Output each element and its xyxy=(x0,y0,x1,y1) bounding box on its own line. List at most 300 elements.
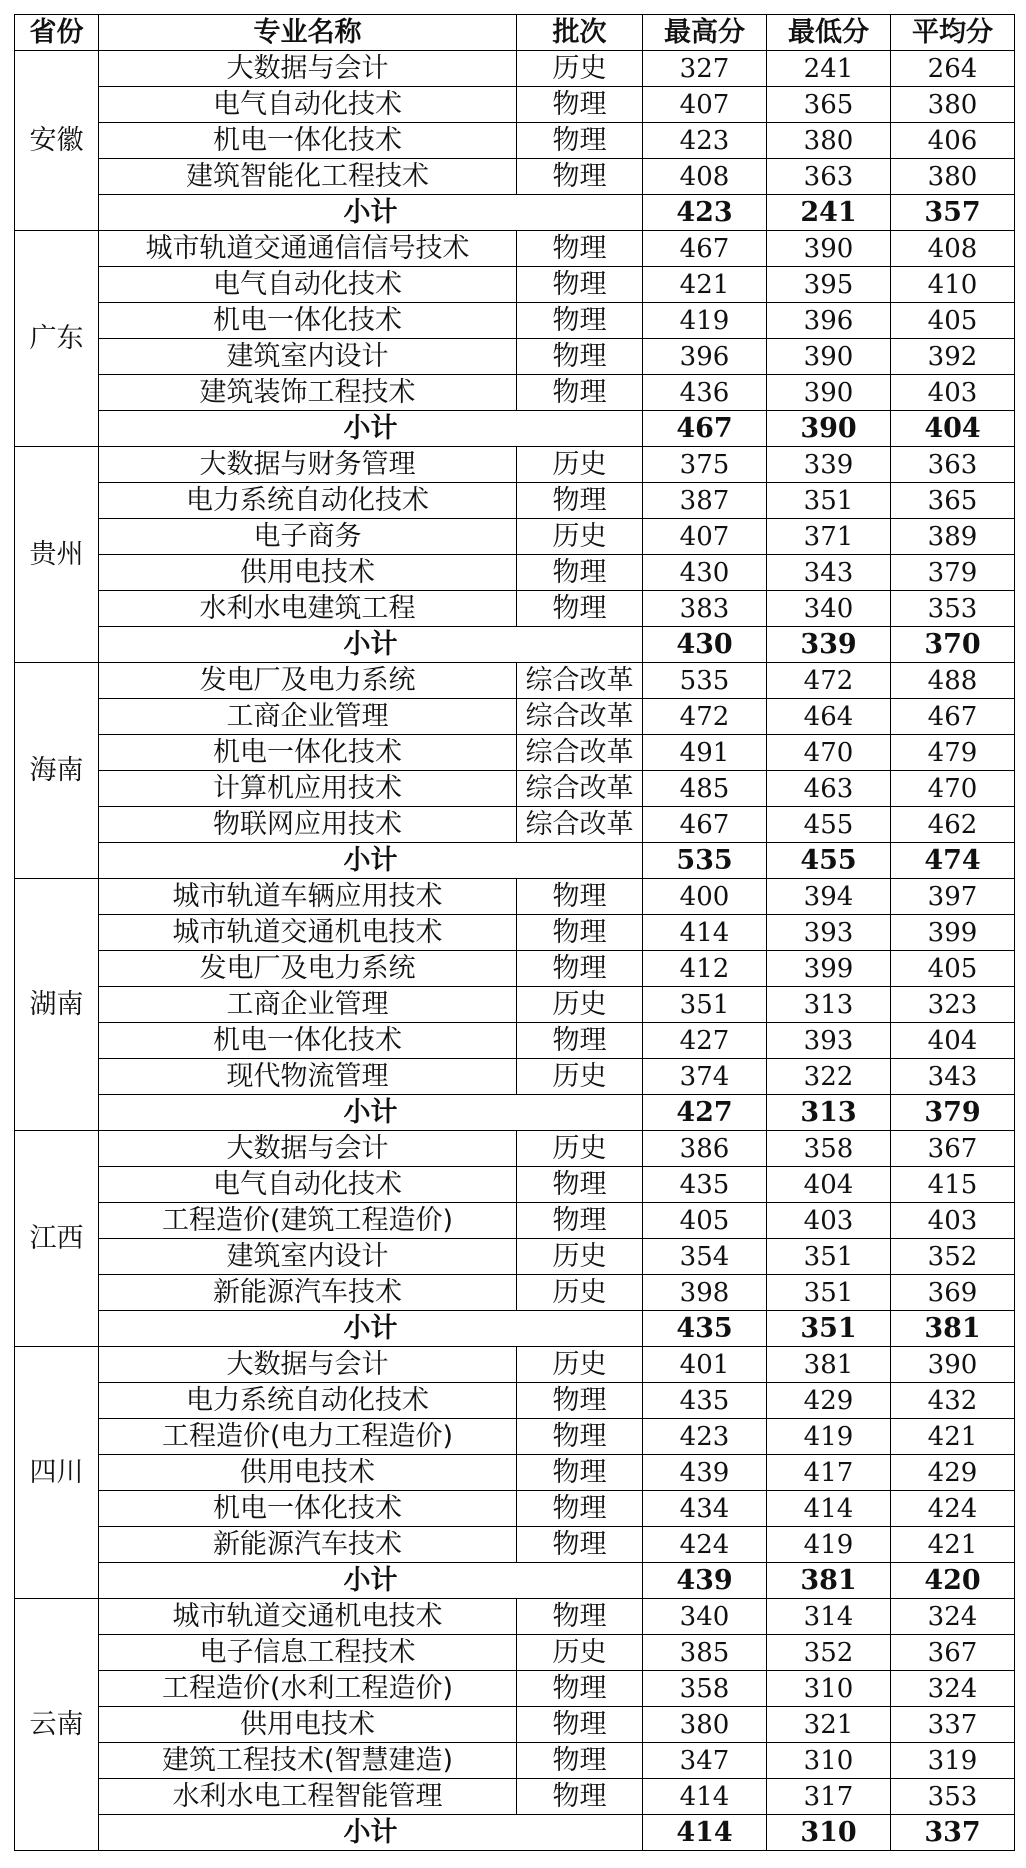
table-row xyxy=(15,1671,1015,1707)
avg-score-cell: 363 xyxy=(891,447,1015,483)
province-cell: 贵州 xyxy=(15,447,99,663)
province-cell: 云南 xyxy=(15,1599,99,1851)
table-body xyxy=(15,51,1015,1851)
major-name-cell: 水利水电建筑工程 xyxy=(99,591,517,627)
table-row xyxy=(15,591,1015,627)
batch-cell: 物理 xyxy=(517,1023,643,1059)
table-row xyxy=(15,123,1015,159)
table-row xyxy=(15,1239,1015,1275)
subtotal-min-score: 381 xyxy=(767,1563,891,1599)
avg-score-cell: 392 xyxy=(891,339,1015,375)
major-name-cell: 工商企业管理 xyxy=(99,987,517,1023)
province-cell: 江西 xyxy=(15,1131,99,1347)
avg-score-cell: 380 xyxy=(891,87,1015,123)
avg-score-cell: 389 xyxy=(891,519,1015,555)
min-score-cell: 321 xyxy=(767,1707,891,1743)
max-score-cell: 434 xyxy=(643,1491,767,1527)
major-name-cell: 物联网应用技术 xyxy=(99,807,517,843)
batch-cell: 物理 xyxy=(517,555,643,591)
major-name-cell: 机电一体化技术 xyxy=(99,735,517,771)
subtotal-max-score: 467 xyxy=(643,411,767,447)
avg-score-cell: 424 xyxy=(891,1491,1015,1527)
batch-cell: 综合改革 xyxy=(517,699,643,735)
avg-score-cell: 353 xyxy=(891,1779,1015,1815)
min-score-cell: 429 xyxy=(767,1383,891,1419)
subtotal-label: 小计 xyxy=(99,1311,643,1347)
max-score-cell: 535 xyxy=(643,663,767,699)
avg-score-cell: 390 xyxy=(891,1347,1015,1383)
table-row xyxy=(15,807,1015,843)
min-score-cell: 351 xyxy=(767,1275,891,1311)
subtotal-label: 小计 xyxy=(99,843,643,879)
subtotal-label: 小计 xyxy=(99,627,643,663)
avg-score-cell: 410 xyxy=(891,267,1015,303)
subtotal-label: 小计 xyxy=(99,195,643,231)
major-name-cell: 机电一体化技术 xyxy=(99,1491,517,1527)
table-row xyxy=(15,771,1015,807)
major-name-cell: 计算机应用技术 xyxy=(99,771,517,807)
max-score-cell: 387 xyxy=(643,483,767,519)
major-name-cell: 建筑室内设计 xyxy=(99,339,517,375)
table-row xyxy=(15,267,1015,303)
avg-score-cell: 462 xyxy=(891,807,1015,843)
batch-cell: 历史 xyxy=(517,1635,643,1671)
min-score-cell: 390 xyxy=(767,231,891,267)
subtotal-label: 小计 xyxy=(99,1095,643,1131)
table-row xyxy=(15,519,1015,555)
min-score-cell: 417 xyxy=(767,1455,891,1491)
table-row xyxy=(15,1203,1015,1239)
table-row xyxy=(15,555,1015,591)
max-score-cell: 427 xyxy=(643,1023,767,1059)
avg-score-cell: 488 xyxy=(891,663,1015,699)
min-score-cell: 419 xyxy=(767,1527,891,1563)
max-score-cell: 401 xyxy=(643,1347,767,1383)
max-score-cell: 424 xyxy=(643,1527,767,1563)
avg-score-cell: 421 xyxy=(891,1527,1015,1563)
table-row xyxy=(15,915,1015,951)
table-row xyxy=(15,1455,1015,1491)
avg-score-cell: 323 xyxy=(891,987,1015,1023)
table-row xyxy=(15,1599,1015,1635)
header-avg-score: 平均分 xyxy=(891,15,1015,51)
table-row xyxy=(15,1347,1015,1383)
min-score-cell: 393 xyxy=(767,915,891,951)
table-row xyxy=(15,951,1015,987)
table-row xyxy=(15,87,1015,123)
major-name-cell: 新能源汽车技术 xyxy=(99,1275,517,1311)
batch-cell: 历史 xyxy=(517,51,643,87)
max-score-cell: 407 xyxy=(643,87,767,123)
batch-cell: 物理 xyxy=(517,1167,643,1203)
subtotal-min-score: 310 xyxy=(767,1815,891,1851)
table-row xyxy=(15,447,1015,483)
max-score-cell: 383 xyxy=(643,591,767,627)
min-score-cell: 464 xyxy=(767,699,891,735)
subtotal-row xyxy=(15,1095,1015,1131)
batch-cell: 综合改革 xyxy=(517,771,643,807)
min-score-cell: 390 xyxy=(767,339,891,375)
subtotal-max-score: 427 xyxy=(643,1095,767,1131)
subtotal-row xyxy=(15,1563,1015,1599)
major-name-cell: 水利水电工程智能管理 xyxy=(99,1779,517,1815)
min-score-cell: 419 xyxy=(767,1419,891,1455)
max-score-cell: 351 xyxy=(643,987,767,1023)
table-row xyxy=(15,339,1015,375)
avg-score-cell: 353 xyxy=(891,591,1015,627)
min-score-cell: 380 xyxy=(767,123,891,159)
subtotal-min-score: 313 xyxy=(767,1095,891,1131)
max-score-cell: 421 xyxy=(643,267,767,303)
table-row xyxy=(15,663,1015,699)
table-row xyxy=(15,1491,1015,1527)
major-name-cell: 工程造价(建筑工程造价) xyxy=(99,1203,517,1239)
max-score-cell: 423 xyxy=(643,123,767,159)
avg-score-cell: 380 xyxy=(891,159,1015,195)
avg-score-cell: 470 xyxy=(891,771,1015,807)
major-name-cell: 新能源汽车技术 xyxy=(99,1527,517,1563)
batch-cell: 历史 xyxy=(517,987,643,1023)
major-name-cell: 工商企业管理 xyxy=(99,699,517,735)
major-name-cell: 电气自动化技术 xyxy=(99,267,517,303)
batch-cell: 物理 xyxy=(517,159,643,195)
score-table xyxy=(14,14,1015,1851)
max-score-cell: 491 xyxy=(643,735,767,771)
avg-score-cell: 429 xyxy=(891,1455,1015,1491)
max-score-cell: 414 xyxy=(643,1779,767,1815)
max-score-cell: 430 xyxy=(643,555,767,591)
major-name-cell: 电子信息工程技术 xyxy=(99,1635,517,1671)
major-name-cell: 电力系统自动化技术 xyxy=(99,1383,517,1419)
avg-score-cell: 467 xyxy=(891,699,1015,735)
major-name-cell: 供用电技术 xyxy=(99,1707,517,1743)
table-row xyxy=(15,1635,1015,1671)
subtotal-min-score: 241 xyxy=(767,195,891,231)
max-score-cell: 467 xyxy=(643,231,767,267)
max-score-cell: 375 xyxy=(643,447,767,483)
avg-score-cell: 324 xyxy=(891,1599,1015,1635)
table-row xyxy=(15,375,1015,411)
min-score-cell: 322 xyxy=(767,1059,891,1095)
major-name-cell: 城市轨道交通机电技术 xyxy=(99,915,517,951)
min-score-cell: 463 xyxy=(767,771,891,807)
batch-cell: 物理 xyxy=(517,231,643,267)
max-score-cell: 439 xyxy=(643,1455,767,1491)
batch-cell: 物理 xyxy=(517,951,643,987)
batch-cell: 历史 xyxy=(517,1239,643,1275)
max-score-cell: 436 xyxy=(643,375,767,411)
batch-cell: 物理 xyxy=(517,1383,643,1419)
major-name-cell: 供用电技术 xyxy=(99,555,517,591)
table-row xyxy=(15,483,1015,519)
max-score-cell: 354 xyxy=(643,1239,767,1275)
batch-cell: 物理 xyxy=(517,1743,643,1779)
subtotal-row xyxy=(15,1311,1015,1347)
min-score-cell: 472 xyxy=(767,663,891,699)
major-name-cell: 建筑工程技术(智慧建造) xyxy=(99,1743,517,1779)
major-name-cell: 城市轨道车辆应用技术 xyxy=(99,879,517,915)
min-score-cell: 339 xyxy=(767,447,891,483)
max-score-cell: 398 xyxy=(643,1275,767,1311)
header-min-score: 最低分 xyxy=(767,15,891,51)
batch-cell: 物理 xyxy=(517,1419,643,1455)
table-row xyxy=(15,1743,1015,1779)
avg-score-cell: 405 xyxy=(891,303,1015,339)
batch-cell: 物理 xyxy=(517,1491,643,1527)
subtotal-avg-score: 381 xyxy=(891,1311,1015,1347)
header-max-score: 最高分 xyxy=(643,15,767,51)
province-cell: 安徽 xyxy=(15,51,99,231)
major-name-cell: 发电厂及电力系统 xyxy=(99,951,517,987)
batch-cell: 物理 xyxy=(517,267,643,303)
subtotal-max-score: 439 xyxy=(643,1563,767,1599)
subtotal-min-score: 351 xyxy=(767,1311,891,1347)
batch-cell: 综合改革 xyxy=(517,735,643,771)
max-score-cell: 358 xyxy=(643,1671,767,1707)
major-name-cell: 机电一体化技术 xyxy=(99,303,517,339)
batch-cell: 物理 xyxy=(517,591,643,627)
batch-cell: 物理 xyxy=(517,87,643,123)
avg-score-cell: 367 xyxy=(891,1131,1015,1167)
batch-cell: 综合改革 xyxy=(517,807,643,843)
avg-score-cell: 406 xyxy=(891,123,1015,159)
subtotal-max-score: 435 xyxy=(643,1311,767,1347)
table-row xyxy=(15,1383,1015,1419)
max-score-cell: 423 xyxy=(643,1419,767,1455)
min-score-cell: 340 xyxy=(767,591,891,627)
major-name-cell: 电气自动化技术 xyxy=(99,87,517,123)
batch-cell: 物理 xyxy=(517,1779,643,1815)
batch-cell: 历史 xyxy=(517,447,643,483)
avg-score-cell: 352 xyxy=(891,1239,1015,1275)
subtotal-avg-score: 370 xyxy=(891,627,1015,663)
major-name-cell: 工程造价(电力工程造价) xyxy=(99,1419,517,1455)
avg-score-cell: 421 xyxy=(891,1419,1015,1455)
header-batch: 批次 xyxy=(517,15,643,51)
max-score-cell: 467 xyxy=(643,807,767,843)
max-score-cell: 405 xyxy=(643,1203,767,1239)
subtotal-row xyxy=(15,411,1015,447)
min-score-cell: 470 xyxy=(767,735,891,771)
batch-cell: 历史 xyxy=(517,1131,643,1167)
major-name-cell: 电力系统自动化技术 xyxy=(99,483,517,519)
min-score-cell: 365 xyxy=(767,87,891,123)
major-name-cell: 大数据与财务管理 xyxy=(99,447,517,483)
max-score-cell: 386 xyxy=(643,1131,767,1167)
major-name-cell: 电气自动化技术 xyxy=(99,1167,517,1203)
avg-score-cell: 319 xyxy=(891,1743,1015,1779)
major-name-cell: 现代物流管理 xyxy=(99,1059,517,1095)
avg-score-cell: 408 xyxy=(891,231,1015,267)
min-score-cell: 393 xyxy=(767,1023,891,1059)
min-score-cell: 396 xyxy=(767,303,891,339)
table-row xyxy=(15,159,1015,195)
subtotal-label: 小计 xyxy=(99,411,643,447)
max-score-cell: 472 xyxy=(643,699,767,735)
min-score-cell: 395 xyxy=(767,267,891,303)
table-row xyxy=(15,1131,1015,1167)
batch-cell: 物理 xyxy=(517,879,643,915)
table-row xyxy=(15,1419,1015,1455)
subtotal-avg-score: 379 xyxy=(891,1095,1015,1131)
min-score-cell: 414 xyxy=(767,1491,891,1527)
subtotal-avg-score: 357 xyxy=(891,195,1015,231)
min-score-cell: 351 xyxy=(767,483,891,519)
batch-cell: 历史 xyxy=(517,519,643,555)
major-name-cell: 大数据与会计 xyxy=(99,51,517,87)
min-score-cell: 313 xyxy=(767,987,891,1023)
avg-score-cell: 324 xyxy=(891,1671,1015,1707)
avg-score-cell: 405 xyxy=(891,951,1015,987)
subtotal-min-score: 339 xyxy=(767,627,891,663)
max-score-cell: 374 xyxy=(643,1059,767,1095)
table-row xyxy=(15,231,1015,267)
min-score-cell: 343 xyxy=(767,555,891,591)
province-cell: 海南 xyxy=(15,663,99,879)
major-name-cell: 机电一体化技术 xyxy=(99,123,517,159)
min-score-cell: 371 xyxy=(767,519,891,555)
max-score-cell: 408 xyxy=(643,159,767,195)
avg-score-cell: 369 xyxy=(891,1275,1015,1311)
subtotal-avg-score: 404 xyxy=(891,411,1015,447)
min-score-cell: 394 xyxy=(767,879,891,915)
avg-score-cell: 397 xyxy=(891,879,1015,915)
batch-cell: 物理 xyxy=(517,915,643,951)
major-name-cell: 建筑智能化工程技术 xyxy=(99,159,517,195)
max-score-cell: 412 xyxy=(643,951,767,987)
min-score-cell: 241 xyxy=(767,51,891,87)
major-name-cell: 建筑装饰工程技术 xyxy=(99,375,517,411)
province-cell: 湖南 xyxy=(15,879,99,1131)
avg-score-cell: 379 xyxy=(891,555,1015,591)
max-score-cell: 435 xyxy=(643,1383,767,1419)
subtotal-row xyxy=(15,1815,1015,1851)
subtotal-row xyxy=(15,843,1015,879)
province-cell: 广东 xyxy=(15,231,99,447)
max-score-cell: 435 xyxy=(643,1167,767,1203)
min-score-cell: 455 xyxy=(767,807,891,843)
min-score-cell: 358 xyxy=(767,1131,891,1167)
batch-cell: 物理 xyxy=(517,1527,643,1563)
batch-cell: 历史 xyxy=(517,1059,643,1095)
batch-cell: 物理 xyxy=(517,1455,643,1491)
subtotal-row xyxy=(15,627,1015,663)
subtotal-min-score: 455 xyxy=(767,843,891,879)
table-row xyxy=(15,1779,1015,1815)
table-row xyxy=(15,699,1015,735)
subtotal-max-score: 423 xyxy=(643,195,767,231)
avg-score-cell: 367 xyxy=(891,1635,1015,1671)
avg-score-cell: 264 xyxy=(891,51,1015,87)
avg-score-cell: 403 xyxy=(891,1203,1015,1239)
major-name-cell: 发电厂及电力系统 xyxy=(99,663,517,699)
max-score-cell: 327 xyxy=(643,51,767,87)
batch-cell: 物理 xyxy=(517,483,643,519)
max-score-cell: 347 xyxy=(643,1743,767,1779)
major-name-cell: 电子商务 xyxy=(99,519,517,555)
table-row xyxy=(15,1707,1015,1743)
avg-score-cell: 479 xyxy=(891,735,1015,771)
avg-score-cell: 404 xyxy=(891,1023,1015,1059)
subtotal-avg-score: 337 xyxy=(891,1815,1015,1851)
subtotal-max-score: 414 xyxy=(643,1815,767,1851)
table-row xyxy=(15,1275,1015,1311)
table-row xyxy=(15,987,1015,1023)
table-row xyxy=(15,879,1015,915)
max-score-cell: 380 xyxy=(643,1707,767,1743)
batch-cell: 综合改革 xyxy=(517,663,643,699)
subtotal-label: 小计 xyxy=(99,1563,643,1599)
min-score-cell: 403 xyxy=(767,1203,891,1239)
province-cell: 四川 xyxy=(15,1347,99,1599)
major-name-cell: 大数据与会计 xyxy=(99,1347,517,1383)
batch-cell: 物理 xyxy=(517,375,643,411)
avg-score-cell: 399 xyxy=(891,915,1015,951)
subtotal-min-score: 390 xyxy=(767,411,891,447)
max-score-cell: 414 xyxy=(643,915,767,951)
batch-cell: 物理 xyxy=(517,339,643,375)
max-score-cell: 340 xyxy=(643,1599,767,1635)
max-score-cell: 419 xyxy=(643,303,767,339)
min-score-cell: 352 xyxy=(767,1635,891,1671)
major-name-cell: 建筑室内设计 xyxy=(99,1239,517,1275)
major-name-cell: 机电一体化技术 xyxy=(99,1023,517,1059)
table-row xyxy=(15,1167,1015,1203)
avg-score-cell: 343 xyxy=(891,1059,1015,1095)
subtotal-avg-score: 420 xyxy=(891,1563,1015,1599)
batch-cell: 历史 xyxy=(517,1347,643,1383)
subtotal-row xyxy=(15,195,1015,231)
batch-cell: 物理 xyxy=(517,1707,643,1743)
batch-cell: 物理 xyxy=(517,1203,643,1239)
min-score-cell: 381 xyxy=(767,1347,891,1383)
max-score-cell: 407 xyxy=(643,519,767,555)
max-score-cell: 485 xyxy=(643,771,767,807)
avg-score-cell: 415 xyxy=(891,1167,1015,1203)
table-row xyxy=(15,735,1015,771)
avg-score-cell: 403 xyxy=(891,375,1015,411)
min-score-cell: 399 xyxy=(767,951,891,987)
max-score-cell: 396 xyxy=(643,339,767,375)
min-score-cell: 317 xyxy=(767,1779,891,1815)
avg-score-cell: 365 xyxy=(891,483,1015,519)
table-row xyxy=(15,1023,1015,1059)
header-row xyxy=(15,15,1015,51)
min-score-cell: 404 xyxy=(767,1167,891,1203)
min-score-cell: 310 xyxy=(767,1743,891,1779)
avg-score-cell: 337 xyxy=(891,1707,1015,1743)
major-name-cell: 城市轨道交通机电技术 xyxy=(99,1599,517,1635)
table-row xyxy=(15,1527,1015,1563)
batch-cell: 历史 xyxy=(517,1275,643,1311)
batch-cell: 物理 xyxy=(517,1671,643,1707)
min-score-cell: 363 xyxy=(767,159,891,195)
min-score-cell: 310 xyxy=(767,1671,891,1707)
avg-score-cell: 432 xyxy=(891,1383,1015,1419)
max-score-cell: 400 xyxy=(643,879,767,915)
major-name-cell: 工程造价(水利工程造价) xyxy=(99,1671,517,1707)
min-score-cell: 314 xyxy=(767,1599,891,1635)
table-row xyxy=(15,51,1015,87)
batch-cell: 物理 xyxy=(517,303,643,339)
major-name-cell: 大数据与会计 xyxy=(99,1131,517,1167)
min-score-cell: 351 xyxy=(767,1239,891,1275)
subtotal-avg-score: 474 xyxy=(891,843,1015,879)
batch-cell: 物理 xyxy=(517,1599,643,1635)
subtotal-max-score: 535 xyxy=(643,843,767,879)
subtotal-max-score: 430 xyxy=(643,627,767,663)
batch-cell: 物理 xyxy=(517,123,643,159)
